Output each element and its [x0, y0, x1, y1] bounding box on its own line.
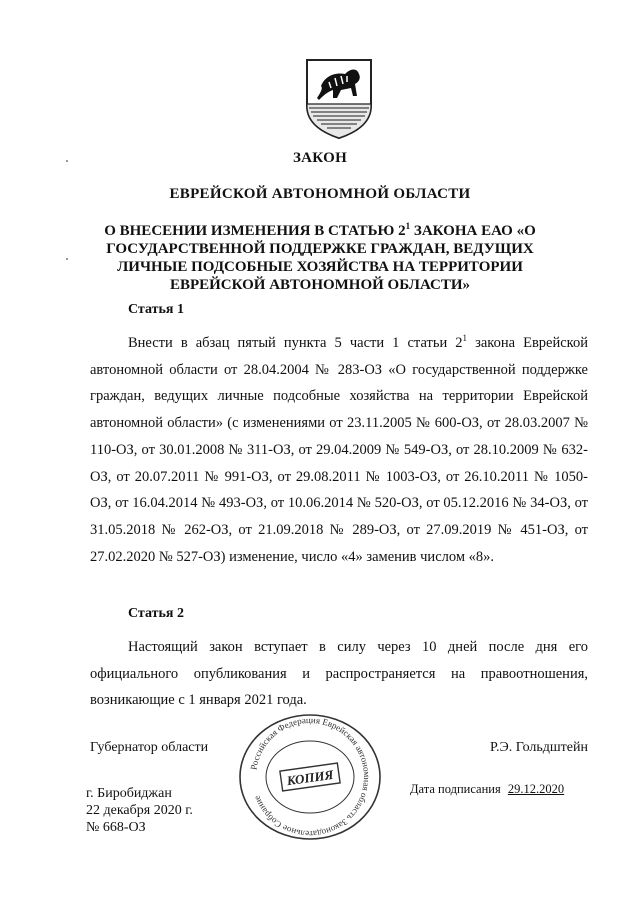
stamp-ring-text: Российская Федерация Еврейская автономная область Законодательное Собрание [248, 714, 373, 840]
article-1-text: Внести в абзац пятый пункта 5 части 1 статьи $2^1$ закона Еврейской автономной области от 28.04.2004 № 283-ОЗ «О государственной поддержке граждан, ведущих личные подсобные хозяйства на территории Еврейской автономной области» (с изменениями от 23.11.2005 № 600-ОЗ, от 28.03.2007 № 110-ОЗ, от 30.01.2008 № 311-ОЗ, от 29.04.2009 № 549-ОЗ, от 28.10.2009 № 632-ОЗ, от 20.07.2011 № 991-ОЗ, от 29.08.2011 № 1003-ОЗ, от 26.10.2011 № 1050-ОЗ, от 16.04.2014 № 493-ОЗ, от 10.06.2014 № 520-ОЗ, от 05.12.2016 № 34-ОЗ, от 31.05.2018 № 262-ОЗ, от 21.09.2018 № 289-ОЗ, от 27.09.2019 № 451-ОЗ, от 27.02.2020 № 527-ОЗ) изменение, число «4» заменив числом «8». [90, 333, 588, 565]
subject-line-2: ГОСУДАРСТВЕННОЙ ПОДДЕРЖКЕ ГРАЖДАН, ВЕДУЩИХ [106, 241, 534, 257]
article-2-text: Настоящий закон вступает в силу через 10 дней после дня его официального опубликования и распространяется на правоотношения, возникающие с 1 января 2021 года. [90, 639, 588, 709]
copy-stamp [235, 712, 385, 842]
subject-line-3: ЛИЧНЫЕ ПОДСОБНЫЕ ХОЗЯЙСТВА НА ТЕРРИТОРИИ [117, 259, 523, 275]
stamp-word: КОПИЯ [285, 766, 335, 789]
article-2-heading: Статья 2 [128, 606, 184, 621]
signing-date-line [410, 782, 564, 797]
region-title: ЕВРЕЙСКОЙ АВТОНОМНОЙ ОБЛАСТИ [169, 186, 471, 202]
city: г. Биробиджан [86, 786, 172, 801]
subject-line-4: ЕВРЕЙСКОЙ АВТОНОМНОЙ ОБЛАСТИ» [169, 277, 471, 293]
adoption-date: 22 декабря 2020 г. [86, 803, 193, 818]
coat-of-arms-emblem [301, 56, 377, 140]
law-subject-title [0, 222, 640, 294]
signing-date-label: Дата подписания [410, 782, 501, 796]
governor-position: Губернатор области [90, 740, 209, 755]
scan-speck [66, 258, 68, 260]
law-number: № 668-ОЗ [86, 820, 146, 835]
governor-name: Р.Э. Гольдштейн [489, 740, 588, 755]
subject-line-1: О ВНЕСЕНИИ ИЗМЕНЕНИЯ В СТАТЬЮ $2^1$ ЗАКОНА ЕАО «О [104, 221, 536, 239]
document-type: ЗАКОН [292, 150, 348, 166]
scan-speck [66, 160, 68, 162]
signing-date-value: 29.12.2020 [507, 782, 565, 796]
article-1-heading: Статья 1 [128, 302, 184, 317]
